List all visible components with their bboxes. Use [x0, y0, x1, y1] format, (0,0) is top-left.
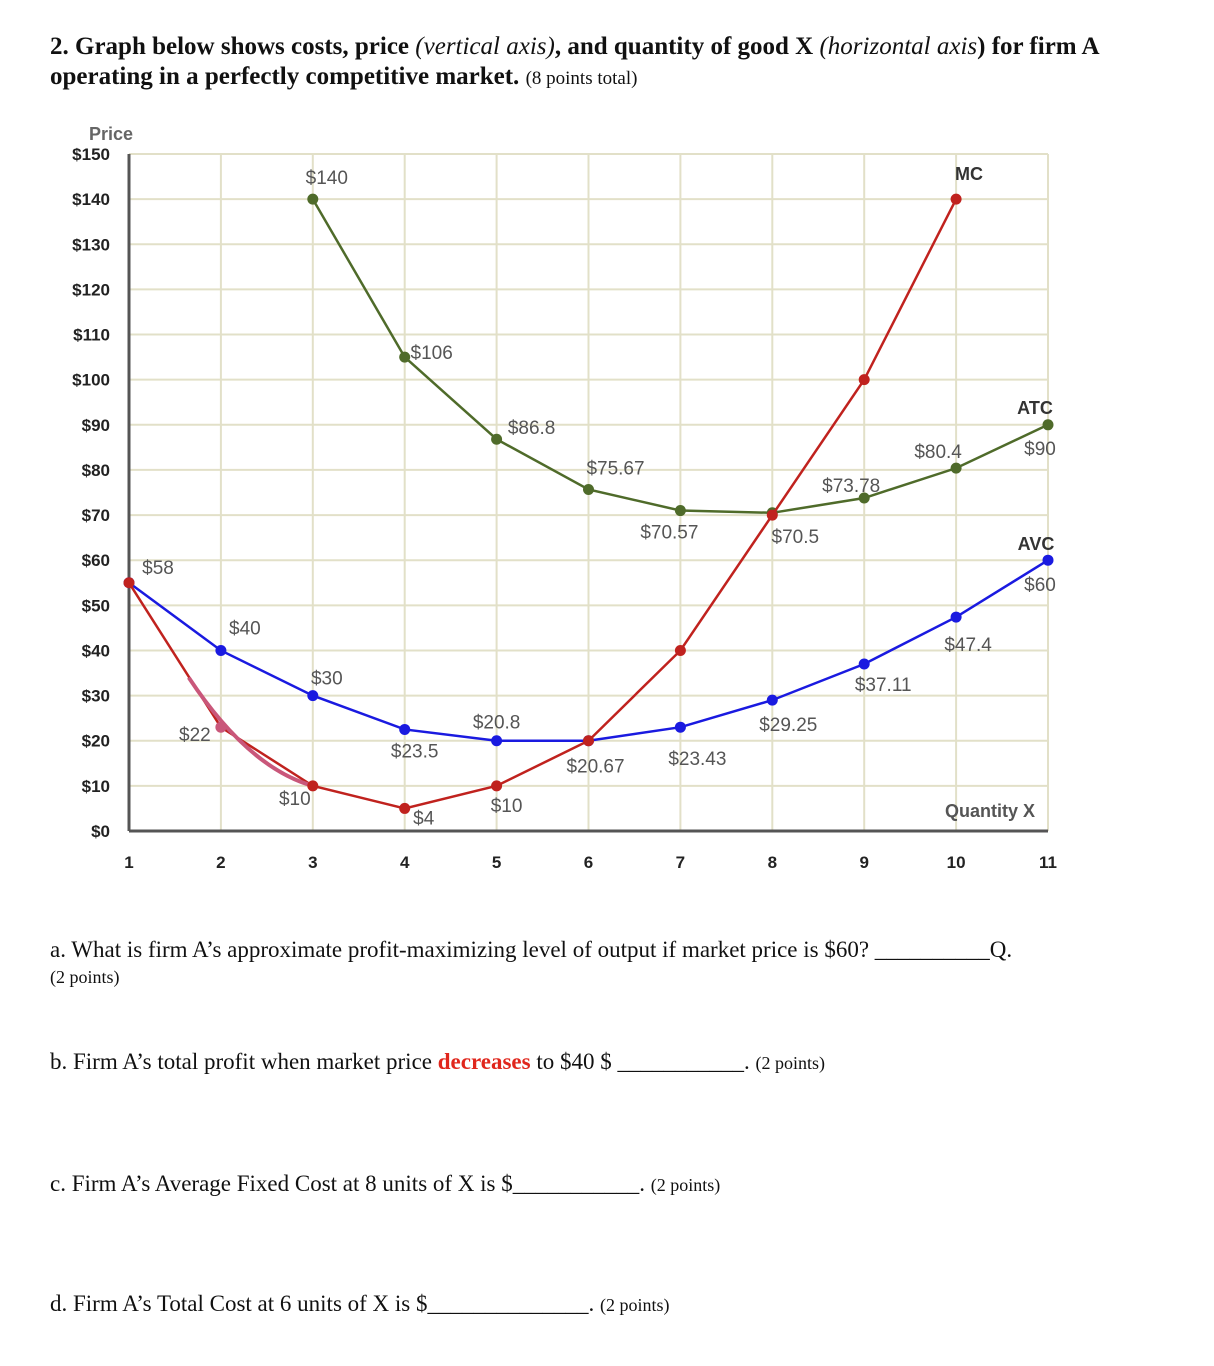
- x-tick-label: 4: [399, 853, 410, 872]
- question-b: [50, 1049, 825, 1076]
- mc-data-label: $22: [179, 725, 211, 747]
- question-c: [50, 1171, 720, 1198]
- y-tick-label: $70: [81, 506, 110, 526]
- avc-data-label: $20.8: [472, 712, 521, 734]
- avc-point: [399, 724, 410, 735]
- mc-point: [767, 510, 778, 521]
- atc-data-label: $70.5: [771, 526, 820, 548]
- y-axis-title: Price: [88, 124, 134, 144]
- question-c-text: c. Firm A’s Average Fixed Cost at 8 units of X is $___________.: [50, 1171, 646, 1196]
- atc-data-label: $90: [1024, 438, 1056, 460]
- avc-data-label: $37.11: [854, 675, 912, 697]
- y-tick-label: $80: [81, 460, 110, 480]
- x-tick-label: 6: [583, 853, 594, 872]
- y-tick-label: $90: [81, 415, 110, 435]
- atc-data-label: $140: [305, 168, 348, 190]
- avc-data-label: $47.4: [944, 635, 992, 657]
- avc-data-label: $60: [1024, 575, 1056, 597]
- x-tick-label: 8: [767, 853, 778, 872]
- mc-series-label: MC: [955, 164, 983, 184]
- avc-series-label: AVC: [1017, 534, 1055, 554]
- atc-data-label: $86.8: [507, 418, 556, 440]
- avc-point: [859, 659, 870, 670]
- avc-point: [1043, 555, 1054, 566]
- x-tick-label: 10: [946, 853, 966, 872]
- title-text: ) for firm A operating in a perfectly competitive market.: [50, 33, 1099, 90]
- avc-point: [307, 690, 318, 701]
- mc-point: [124, 577, 135, 588]
- y-tick-label: $120: [72, 280, 110, 300]
- y-tick-label: $30: [81, 686, 110, 706]
- x-tick-label: 7: [675, 853, 686, 872]
- question-a-text: a. What is firm A’s approximate profit-maximizing level of output if market price is $60? __________Q.: [50, 937, 1013, 962]
- mc-data-label: $10: [278, 788, 311, 810]
- x-tick-label: 1: [124, 853, 134, 872]
- y-tick-label: $50: [81, 596, 110, 616]
- question-a-points: (2 points): [50, 967, 120, 987]
- question-d-text: d. Firm A’s Total Cost at 6 units of X is $______________.: [50, 1291, 595, 1316]
- avc-point: [951, 612, 962, 623]
- question-number: 2.: [50, 33, 69, 60]
- question-d-points: (2 points): [600, 1295, 670, 1315]
- y-tick-label: $130: [72, 235, 110, 255]
- atc-point: [491, 434, 502, 445]
- title-text: , and quantity of good X: [554, 33, 820, 60]
- avc-data-label: $23.5: [390, 741, 439, 763]
- avc-point: [491, 735, 502, 746]
- y-tick-label: $40: [81, 641, 110, 661]
- avc-data-label: $20.67: [566, 756, 625, 778]
- avc-point: [767, 695, 778, 706]
- x-tick-label: 9: [859, 853, 869, 872]
- atc-data-label: $70.57: [640, 522, 699, 544]
- y-tick-label: $140: [72, 190, 110, 210]
- atc-point: [399, 352, 410, 363]
- mc-point: [583, 735, 594, 746]
- title-text: Graph below shows costs, price: [75, 33, 416, 60]
- title-italic: (vertical axis): [415, 33, 555, 60]
- y-tick-label: $10: [81, 776, 110, 796]
- mc-point: [399, 803, 410, 814]
- x-tick-label: 11: [1039, 853, 1057, 872]
- question-b-points: (2 points): [755, 1053, 825, 1073]
- avc-point: [675, 722, 686, 733]
- question-d: [50, 1291, 670, 1318]
- atc-point: [675, 505, 686, 516]
- avc-data-label: $29.25: [759, 715, 818, 737]
- points-total: (8 points total): [525, 68, 638, 89]
- atc-point: [583, 484, 594, 495]
- avc-data-label: $58: [142, 557, 174, 579]
- mc-point: [951, 194, 962, 205]
- atc-data-label: $106: [410, 343, 453, 365]
- avc-data-label: $40: [229, 618, 261, 640]
- x-tick-label: 2: [216, 853, 226, 872]
- x-tick-label: 3: [308, 853, 318, 872]
- mc-point: [675, 645, 686, 656]
- y-tick-label: $20: [81, 731, 110, 751]
- avc-data-label: $23.43: [668, 749, 727, 771]
- mc-data-label: $4: [413, 808, 435, 830]
- question-b-emphasis: decreases: [437, 1049, 531, 1074]
- atc-data-label: $80.4: [914, 442, 962, 464]
- atc-data-label: $73.78: [822, 476, 881, 498]
- title-italic: (horizontal axis: [819, 33, 978, 60]
- mc-point: [491, 780, 502, 791]
- avc-data-label: $30: [310, 668, 343, 690]
- x-tick-label: 5: [491, 853, 502, 872]
- atc-point: [307, 194, 318, 205]
- atc-point: [951, 463, 962, 474]
- avc-point: [215, 645, 226, 656]
- question-c-points: (2 points): [650, 1175, 721, 1195]
- mc-point: [215, 722, 226, 733]
- mc-point: [859, 374, 870, 385]
- y-tick-label: $100: [72, 370, 110, 390]
- x-axis-title: Quantity X: [944, 801, 1036, 821]
- question-b-text: to $40 $ ___________.: [530, 1049, 750, 1074]
- question-a: [50, 937, 1170, 990]
- atc-data-label: $75.67: [586, 458, 645, 480]
- y-tick-label: $110: [73, 325, 110, 345]
- atc-point: [1043, 419, 1054, 430]
- mc-data-label: $10: [490, 795, 523, 817]
- y-tick-label: $0: [91, 822, 110, 841]
- atc-series-label: ATC: [1017, 398, 1053, 418]
- y-tick-label: $60: [81, 551, 110, 571]
- question-b-text: b. Firm A’s total profit when market price: [50, 1049, 438, 1074]
- y-tick-label: $150: [72, 145, 110, 164]
